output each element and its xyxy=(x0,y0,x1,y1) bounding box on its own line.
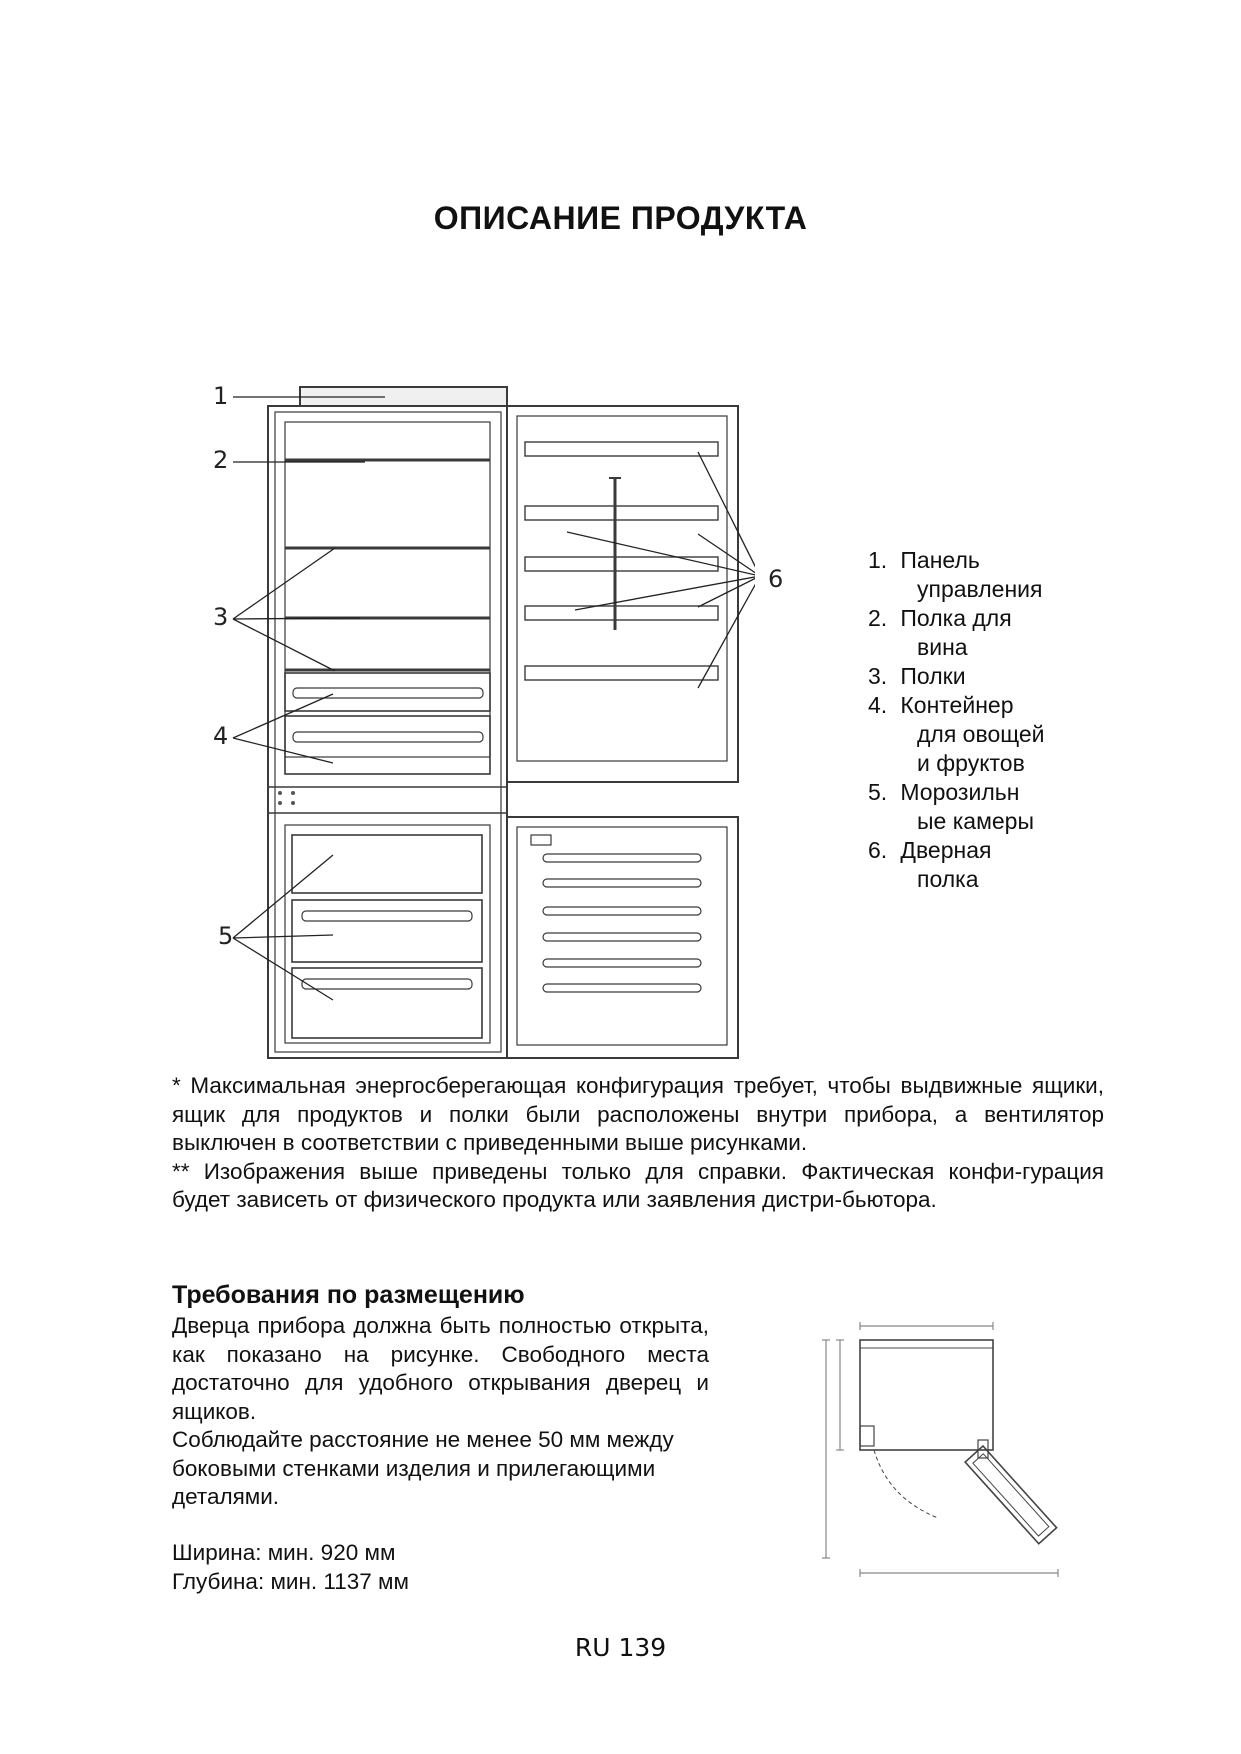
legend-item-5 xyxy=(868,778,1138,836)
legend-label-cont: управления xyxy=(917,576,1043,602)
section-heading: Требования по размещению xyxy=(172,1281,525,1309)
legend-num: 5. xyxy=(868,779,888,805)
note-energy: * Максимальная энергосберегающая конфигурация требует, чтобы выдвижные ящики, ящик для продуктов и полки были расположены внутри прибора, а вентилятор выключен в соответствии с приведенными выше рисунками. xyxy=(172,1073,1104,1155)
callout-6: 6 xyxy=(768,565,784,593)
page-title: ОПИСАНИЕ ПРОДУКТА xyxy=(433,200,808,236)
legend-item-6 xyxy=(868,836,1138,894)
callout-1: 1 xyxy=(213,382,229,410)
callout-5: 5 xyxy=(218,922,234,950)
placement-paragraph: Дверца прибора должна быть полностью открыта, как показано на рисунке. Свободного места достаточно для удобного открывания дверец и ящиков. xyxy=(172,1313,709,1424)
callout-4: 4 xyxy=(213,722,229,750)
legend-item-2 xyxy=(868,604,1138,662)
legend-label-cont: вина xyxy=(917,634,968,660)
callout-3: 3 xyxy=(213,603,229,631)
placement-text xyxy=(172,1312,709,1512)
legend-label: Полки xyxy=(900,663,966,689)
legend-label-cont: ые камеры xyxy=(917,808,1034,834)
legend-num: 2. xyxy=(868,605,888,631)
notes xyxy=(172,1072,1104,1215)
legend-num: 6. xyxy=(868,837,888,863)
fridge-diagram xyxy=(195,370,755,1070)
dimensions xyxy=(172,1538,409,1596)
legend-label: Полка для xyxy=(900,605,1012,631)
legend-item-3 xyxy=(868,662,1138,691)
legend-label: Контейнер xyxy=(900,692,1014,718)
min-width: Ширина: мин. 920 мм xyxy=(172,1540,396,1565)
legend-num: 1. xyxy=(868,547,888,573)
min-depth: Глубина: мин. 1137 мм xyxy=(172,1569,409,1594)
legend-label: Панель xyxy=(900,547,980,573)
legend-num: 4. xyxy=(868,692,888,718)
parts-legend xyxy=(868,546,1138,894)
legend-label-cont: и фруктов xyxy=(917,750,1025,776)
legend-label: Морозильн xyxy=(900,779,1020,805)
placement-diagram xyxy=(818,1318,1078,1588)
legend-item-1 xyxy=(868,546,1138,604)
note-reference: ** Изображения выше приведены только для справки. Фактическая конфи-гурация будет зависеть от физического продукта или заявления дистри-бьютора. xyxy=(172,1158,1104,1212)
legend-label: Дверная xyxy=(900,837,992,863)
placement-paragraph: Соблюдайте расстояние не менее 50 мм между боковыми стенками изделия и прилегающими деталями. xyxy=(172,1427,674,1509)
legend-label-cont: полка xyxy=(917,866,979,892)
legend-item-4 xyxy=(868,691,1138,778)
legend-label-cont: для овощей xyxy=(917,721,1045,747)
callout-2: 2 xyxy=(213,446,229,474)
page-number: RU 139 xyxy=(574,1633,667,1662)
legend-num: 3. xyxy=(868,663,888,689)
